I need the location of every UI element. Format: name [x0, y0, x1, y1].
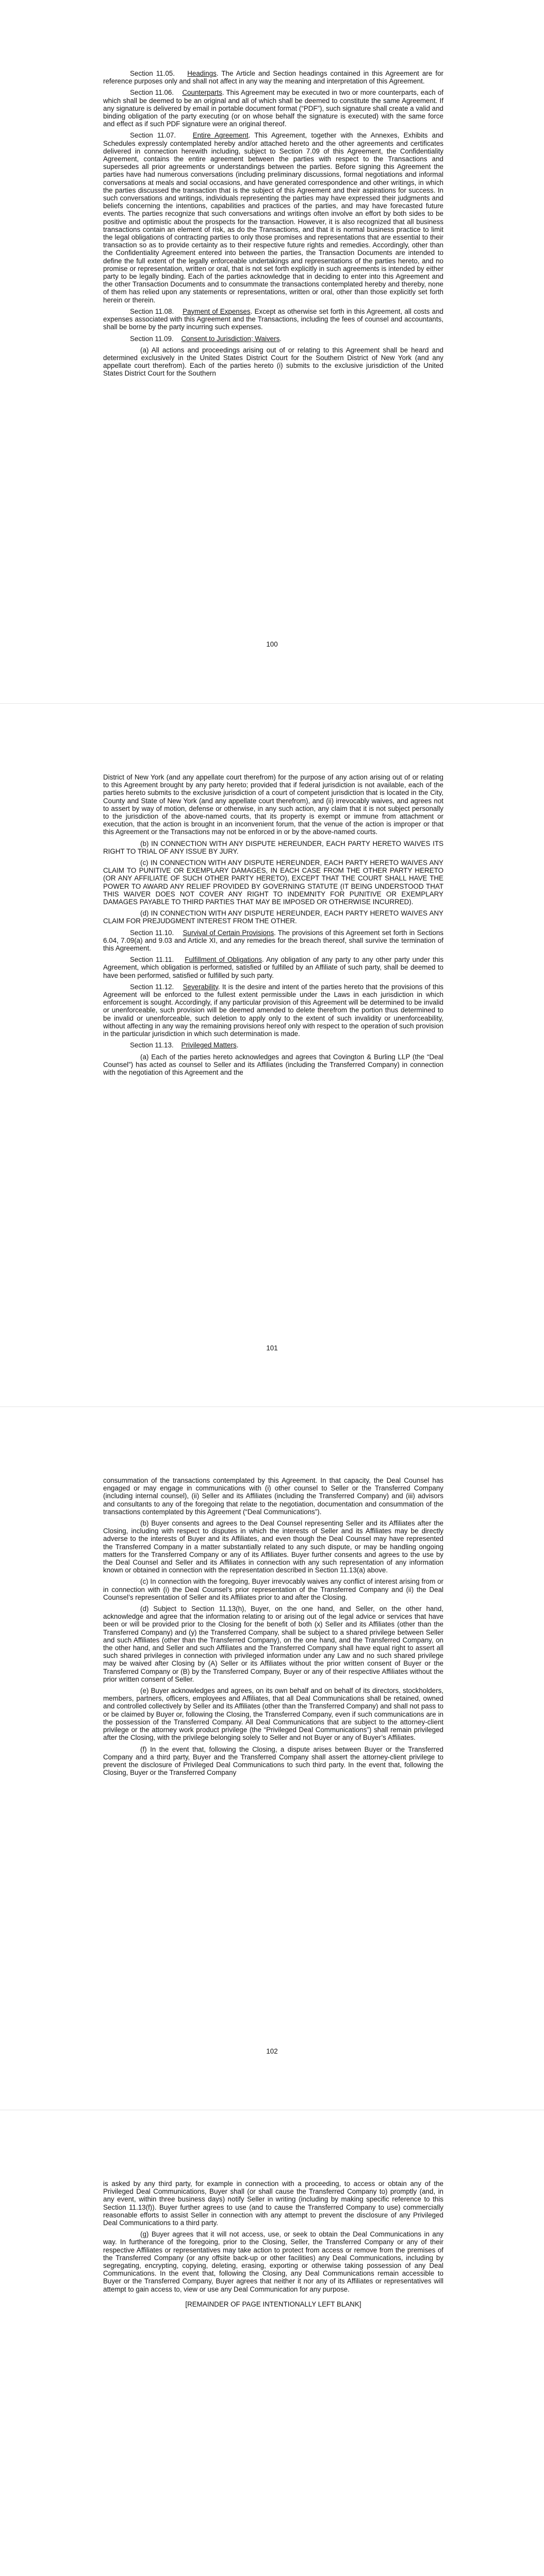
section-heading: Consent to Jurisdiction; Waivers [181, 334, 280, 343]
subsection-d: (d) IN CONNECTION WITH ANY DISPUTE HEREUNDER, EACH PARTY HERETO WAIVES ANY CLAIM FOR PREJUDGMENT INTEREST FROM THE OTHER. [103, 909, 443, 925]
section-heading: Entire Agreement [192, 131, 249, 140]
section-number: Section 11.09. [130, 334, 174, 343]
page-number: 101 [266, 1344, 278, 1352]
subsection-d: (d) Subject to Section 11.13(h), Buyer, on the one hand, and Seller, on the other hand, acknowledge and agree that the information relating to or arising out of the legal advice or services that have been or will be provided prior to the Closing for the benefit of both (x) Seller and its Affiliates (other than the Transferred Company) and (y) the Transferred Company, shall be subject to a shared privilege between Seller and such Affiliates (other than the Transferred Company), on the one hand, and the Transferred Company, on the other hand, and Seller and such Affiliates and the Transferred Company shall have equal right to assert all such shared privileges in connection with privileged information under any Law and no such shared privilege may be waived after Closing by (A) Seller or its Affiliates without the prior written consent of Buyer or the Transferred Company or (B) by the Transferred Company, Buyer or any of their respective Affiliates without the prior written consent of Seller. [103, 1605, 443, 1683]
section-number: Section 11.05. [130, 70, 175, 77]
section-number: Section 11.12. [130, 982, 174, 991]
section-body: . This Agreement, together with the Annexes, Exhibits and Schedules expressly contemplated hereby and/or attached hereto and the other agreements and certificates delivered in connection herewith including, subject to Section 7.09 of this Agreement, the Confidentiality Agreement, contains the entire agreement between the parties with respect to the Transactions and supersedes all prior agreements or understandings between the parties. Before signing this Agreement the parties have had numerous conversations (including preliminary discussions, formal negotiations and informal conversations at meals and social occasions, and have generated correspondence and other writings, in which the parties discussed the transaction that is the subject of this Agreement and their aspirations for success. In such conversations and writings, individuals representing the parties may have expressed their judgments and beliefs concerning the intentions, capabilities and practices of the parties, and may have forecasted future events. The parties recognize that such conversations and writings often involve an effort by both sides to be positive and optimistic about the prospects for the transaction. However, it is also recognized that all business transactions contain an element of risk, as do the Transactions, and that it is normal business practice to limit the legal obligations of contracting parties to only those promises and representations that are essential to their transaction so as to provide certainty as to their respective future rights and remedies. Accordingly, other than the Confidentiality Agreement entered into between the parties, the Transaction Documents are intended to define the full extent of the legally enforceable undertakings and representations of the parties hereto, and no promise or representation, written or oral, that is not set forth explicitly in such agreements is intended by either party to be legally binding. Each of the parties acknowledge that in deciding to enter into this Agreement and the other Transaction Documents and to consummate the transactions contemplated hereby and thereby, none of them has relied upon any statements or representations, written or oral, other than those explicitly set forth herein or therein. [103, 131, 444, 304]
section-number: Section 11.11. [130, 956, 174, 964]
section-11-06 [103, 89, 443, 128]
page-number: 102 [266, 2047, 278, 2055]
section-number: Section 11.13. [130, 1041, 174, 1049]
document-page-100 [0, 0, 544, 703]
subsection-b: (b) IN CONNECTION WITH ANY DISPUTE HEREUNDER, EACH PARTY HERETO WAIVES ITS RIGHT TO TRIAL OF ANY ISSUE BY JURY. [103, 839, 443, 855]
subsection-b: (b) Buyer consents and agrees to the Deal Counsel representing Seller and its Affiliates after the Closing, including with respect to disputes in which the interests of Seller and its Affiliates may be directly adverse to the interests of Buyer and its Affiliates, and even though the Deal Counsel may have represented the Transferred Company in a matter substantially related to any such dispute, or may be handling ongoing matters for the Transferred Company or any of its Affiliates. Buyer further consents and agrees to the use by the Deal Counsel and Seller and its Affiliates in connection with any such representation of any information known or obtained in connection with the representation described in Section 11.13(a) above. [103, 1519, 443, 1574]
section-number: Section 11.10. [130, 928, 174, 937]
subsection-a: (a) Each of the parties hereto acknowledges and agrees that Covington & Burling LLP (the “Deal Counsel”) has acted as counsel to Seller and its Affiliates (including the Transferred Company) in connection with the negotiation of this Agreement and the [103, 1053, 443, 1076]
subsection-a: (a) All actions and proceedings arising out of or relating to this Agreement shall be heard and determined exclusively in the United States District Court for the Southern District of New York (and any appellate court therefrom). Each of the parties hereto (i) submits to the exclusive jurisdiction of the United States District Court for the Southern [103, 346, 443, 378]
page-number: 100 [266, 640, 278, 648]
section-11-13 [103, 1041, 443, 1049]
section-number: Section 11.08. [130, 307, 174, 315]
continued-paragraph: District of New York (and any appellate court therefrom) for the purpose of any action arising out of or relating to this Agreement brought by any party hereto; provided that if federal jurisdiction is not available, each of the parties hereto submits to the exclusive jurisdiction of a court of competent jurisdiction that is located in the City, County and State of New York (and any appellate court therefrom), and (ii) irrevocably waives, and agrees not to assert by way of motion, defense or otherwise, in any such action, any claim that it is not subject personally to the jurisdiction of the above-named courts, that its property is exempt or immune from attachment or execution, that the action is brought in an inconvenient forum, that the venue of the action is improper or that this Agreement or the Transactions may not be enforced in or by the above-named courts. [103, 773, 443, 836]
section-11-08 [103, 308, 443, 331]
section-body: . The provisions of this Agreement set forth in Sections 6.04, 7.09(a) and 9.03 and Article XI, and any remedies for the breach thereof, shall survive the termination of this Agreement. [103, 928, 443, 953]
section-heading: Headings [187, 70, 217, 77]
subsection-c: (c) In connection with the foregoing, Buyer irrevocably waives any conflict of interest arising from or in connection with (i) the Deal Counsel’s prior representation of the Transferred Company and (ii) the Deal Counsel’s representation of Seller and its Affiliates prior to and after the Closing. [103, 1578, 443, 1601]
subsection-e: (e) Buyer acknowledges and agrees, on its own behalf and on behalf of its directors, stockholders, members, partners, officers, employees and Affiliates, that all Deal Communications shall be retained, owned and controlled collectively by Seller and its Affiliates (other than the Transferred Company) and shall not pass to or be claimed by Buyer or, following the Closing, the Transferred Company, even if such communications are in the possession of the Transferred Company. All Deal Communications that are subject to the attorney-client privilege or the attorney work product privilege (the “Privileged Deal Communications”) shall remain privileged after the Closing, with the privilege belonging solely to Seller and not Buyer or any of Buyer’s Affiliates. [103, 1687, 443, 1742]
section-body: . The Article and Section headings contained in this Agreement are for reference purposes only and shall not affect in any way the meaning and interpretation of this Agreement. [103, 70, 443, 86]
section-heading: Fulfillment of Obligations [185, 956, 262, 964]
section-heading: Payment of Expenses [183, 307, 251, 315]
subsection-c: (c) IN CONNECTION WITH ANY DISPUTE HEREUNDER, EACH PARTY HERETO WAIVES ANY CLAIM TO PUNITIVE OR EXEMPLARY DAMAGES, IN EACH CASE FROM THE OTHER PARTY HERETO (OR ANY AFFILIATE OF SUCH OTHER PARTY HERETO), EXCEPT THAT THE COURT SHALL HAVE THE POWER TO AWARD ANY RELIEF PROVIDED BY GOVERNING STATUTE (IT BEING UNDERSTOOD THAT THIS WAIVER DOES NOT COVER ANY RIGHT TO INDEMNITY FOR PUNITIVE OR EXEMPLARY DAMAGES PAYABLE TO THIRD PARTIES THAT MAY BE IMPOSED OR OTHERWISE INCURRED). [103, 859, 443, 906]
section-heading: Survival of Certain Provisions [183, 928, 274, 937]
section-body: . Any obligation of any party to any other party under this Agreement, which obligation is performed, satisfied or fulfilled by an Affiliate of such party, shall be deemed to have been performed, satisfied or fulfilled by such party. [103, 956, 444, 979]
subsection-f: (f) In the event that, following the Closing, a dispute arises between Buyer or the Transferred Company and a third party, Buyer and the Transferred Company shall assert the attorney-client privilege to prevent the disclosure of Privileged Deal Communications to such third party. In the event that, following the Closing, Buyer or the Transferred Company [103, 1745, 443, 1777]
continued-paragraph: consummation of the transactions contemplated by this Agreement. In that capacity, the Deal Counsel has engaged or may engage in communications with (i) other counsel to Seller or the Transferred Company (including internal counsel), (ii) Seller and its Affiliates (including the Transferred Company) and (iii) advisors and consultants to any of the foregoing that relate to the negotiation, documentation and consummation of the transactions contemplated by this Agreement (“Deal Communications”). [103, 1477, 443, 1516]
remainder-blank-notice: [REMAINDER OF PAGE INTENTIONALLY LEFT BLANK] [185, 2300, 361, 2308]
section-11-05 [103, 70, 443, 85]
section-11-11 [103, 956, 443, 979]
section-heading: Privileged Matters [181, 1041, 237, 1049]
subsection-g: (g) Buyer agrees that it will not access, use, or seek to obtain the Deal Communications in any way. In furtherance of the foregoing, prior to the Closing, Seller, the Transferred Company or any of their respective Affiliates or representatives may take action to protect from access or remove from the premises of the Transferred Company (or any offsite back-up or other facilities) any Deal Communications, including by segregating, encrypting, copying, deleting, erasing, exporting or otherwise taking possession of any Deal Communications. In the event that, following the Closing, any Deal Communications remain accessible to Buyer or the Transferred Company, Buyer agrees that neither it nor any of its Affiliates or representatives will attempt to gain access to, view or use any Deal Communication for any purpose. [103, 2230, 443, 2293]
section-11-10 [103, 929, 443, 953]
section-body: . This Agreement may be executed in two or more counterparts, each of which shall be deemed to be an original and all of which shall be deemed to constitute the same Agreement. If any signature is delivered by email in portable document format (“PDF”), such signature shall create a valid and binding obligation of the party executing (or on whose behalf the signature is executed) with the same force and effect as if such PDF signature were an original thereof. [103, 89, 443, 128]
section-number: Section 11.07. [130, 131, 176, 140]
section-heading: Counterparts [182, 89, 222, 97]
section-body: . Except as otherwise set forth in this Agreement, all costs and expenses associated with this Agreement and the Transactions, including the fees of counsel and accountants, shall be borne by the party incurring such expenses. [103, 307, 443, 331]
section-11-09 [103, 335, 443, 343]
document-page-102 [0, 1406, 544, 2110]
section-number: Section 11.06. [130, 89, 174, 97]
section-heading: Severability [183, 982, 218, 991]
document-page-103 [0, 2110, 544, 2576]
continued-paragraph: is asked by any third party, for example in connection with a proceeding, to access or obtain any of the Privileged Deal Communications, Buyer shall (or shall cause the Transferred Company to) promptly (and, in any event, within three business days) notify Seller in writing (including by making specific reference to this Section 11.13(f)). Buyer further agrees to use (and to cause the Transferred Company to use) commercially reasonable efforts to assist Seller in connection with any attempt to prevent the disclosure of any Privileged Deal Communications to a third party. [103, 2180, 443, 2227]
document-page-101 [0, 703, 544, 1406]
section-body: . [279, 334, 282, 343]
section-body: . It is the desire and intent of the parties hereto that the provisions of this Agreement will be enforced to the fullest extent permissible under the Laws in each jurisdiction in which enforcement is sought. Accordingly, if any particular provision of this Agreement will be determined to be invalid or unenforceable, such provision will be deemed amended to delete therefrom the portion thus determined to be invalid or unenforceable, such deletion to apply only to the extent of such invalidity or unenforceability, without affecting in any way the remaining provisions hereof only with respect to the operation of such provision in the particular jurisdiction in which such determination is made. [103, 982, 443, 1038]
section-body: . [236, 1041, 239, 1049]
section-11-12 [103, 983, 443, 1038]
section-11-07 [103, 131, 443, 303]
